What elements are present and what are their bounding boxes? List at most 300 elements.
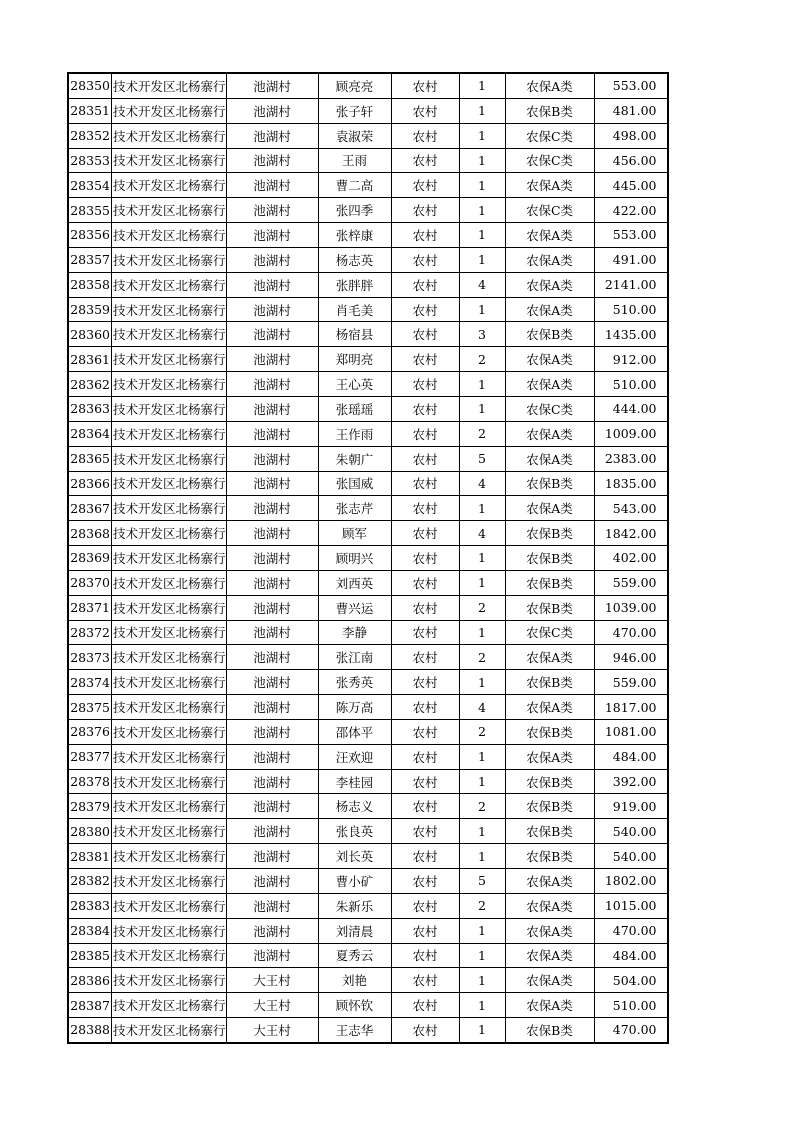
table-row <box>68 421 668 446</box>
row-number-cell: 28381 <box>68 844 112 869</box>
name-cell: 顾军 <box>318 521 391 546</box>
family-size-cell: 1 <box>459 73 505 98</box>
row-number-cell: 28372 <box>68 620 112 645</box>
amount-cell: 470.00 <box>594 918 668 943</box>
family-size-cell: 4 <box>459 521 505 546</box>
insurance-class-cell: 农保C类 <box>505 148 594 173</box>
household-type-cell: 农村 <box>391 869 459 894</box>
village-cell: 池湖村 <box>226 297 318 322</box>
district-cell: 技术开发区北杨寨行 <box>112 272 227 297</box>
table-row <box>68 893 668 918</box>
roster-table-body <box>68 73 668 1043</box>
table-row <box>68 372 668 397</box>
roster-table <box>67 72 669 1044</box>
name-cell: 王作雨 <box>318 421 391 446</box>
village-cell: 池湖村 <box>226 769 318 794</box>
insurance-class-cell: 农保A类 <box>505 695 594 720</box>
district-cell: 技术开发区北杨寨行 <box>112 670 227 695</box>
village-cell: 池湖村 <box>226 570 318 595</box>
row-number-cell: 28382 <box>68 869 112 894</box>
insurance-class-cell: 农保B类 <box>505 1018 594 1043</box>
village-cell: 池湖村 <box>226 645 318 670</box>
row-number-cell: 28378 <box>68 769 112 794</box>
table-row <box>68 844 668 869</box>
household-type-cell: 农村 <box>391 347 459 372</box>
name-cell: 李静 <box>318 620 391 645</box>
amount-cell: 392.00 <box>594 769 668 794</box>
row-number-cell: 28369 <box>68 546 112 571</box>
household-type-cell: 农村 <box>391 148 459 173</box>
insurance-class-cell: 农保A类 <box>505 446 594 471</box>
district-cell: 技术开发区北杨寨行 <box>112 446 227 471</box>
insurance-class-cell: 农保C类 <box>505 620 594 645</box>
amount-cell: 559.00 <box>594 570 668 595</box>
family-size-cell: 1 <box>459 496 505 521</box>
village-cell: 池湖村 <box>226 98 318 123</box>
row-number-cell: 28358 <box>68 272 112 297</box>
family-size-cell: 1 <box>459 173 505 198</box>
amount-cell: 1009.00 <box>594 421 668 446</box>
district-cell: 技术开发区北杨寨行 <box>112 372 227 397</box>
name-cell: 王志华 <box>318 1018 391 1043</box>
name-cell: 曹二高 <box>318 173 391 198</box>
family-size-cell: 3 <box>459 322 505 347</box>
table-row <box>68 819 668 844</box>
family-size-cell: 1 <box>459 123 505 148</box>
district-cell: 技术开发区北杨寨行 <box>112 521 227 546</box>
amount-cell: 919.00 <box>594 794 668 819</box>
name-cell: 刘长英 <box>318 844 391 869</box>
insurance-class-cell: 农保A类 <box>505 73 594 98</box>
insurance-class-cell: 农保A类 <box>505 347 594 372</box>
amount-cell: 498.00 <box>594 123 668 148</box>
name-cell: 张子轩 <box>318 98 391 123</box>
village-cell: 池湖村 <box>226 893 318 918</box>
district-cell: 技术开发区北杨寨行 <box>112 893 227 918</box>
household-type-cell: 农村 <box>391 570 459 595</box>
table-row <box>68 1018 668 1043</box>
household-type-cell: 农村 <box>391 247 459 272</box>
family-size-cell: 1 <box>459 744 505 769</box>
village-cell: 池湖村 <box>226 372 318 397</box>
row-number-cell: 28361 <box>68 347 112 372</box>
row-number-cell: 28368 <box>68 521 112 546</box>
household-type-cell: 农村 <box>391 918 459 943</box>
table-row <box>68 322 668 347</box>
amount-cell: 445.00 <box>594 173 668 198</box>
row-number-cell: 28385 <box>68 943 112 968</box>
name-cell: 张志芹 <box>318 496 391 521</box>
name-cell: 杨志英 <box>318 247 391 272</box>
amount-cell: 1802.00 <box>594 869 668 894</box>
district-cell: 技术开发区北杨寨行 <box>112 347 227 372</box>
district-cell: 技术开发区北杨寨行 <box>112 695 227 720</box>
amount-cell: 2141.00 <box>594 272 668 297</box>
village-cell: 池湖村 <box>226 521 318 546</box>
table-row <box>68 471 668 496</box>
household-type-cell: 农村 <box>391 396 459 421</box>
amount-cell: 510.00 <box>594 372 668 397</box>
insurance-class-cell: 农保A类 <box>505 496 594 521</box>
household-type-cell: 农村 <box>391 198 459 223</box>
district-cell: 技术开发区北杨寨行 <box>112 297 227 322</box>
table-row <box>68 223 668 248</box>
household-type-cell: 农村 <box>391 372 459 397</box>
village-cell: 池湖村 <box>226 719 318 744</box>
name-cell: 刘艳 <box>318 968 391 993</box>
row-number-cell: 28387 <box>68 993 112 1018</box>
table-row <box>68 272 668 297</box>
family-size-cell: 1 <box>459 993 505 1018</box>
name-cell: 朱朝广 <box>318 446 391 471</box>
insurance-class-cell: 农保B类 <box>505 719 594 744</box>
insurance-class-cell: 农保A类 <box>505 645 594 670</box>
row-number-cell: 28376 <box>68 719 112 744</box>
district-cell: 技术开发区北杨寨行 <box>112 844 227 869</box>
row-number-cell: 28384 <box>68 918 112 943</box>
family-size-cell: 1 <box>459 297 505 322</box>
insurance-class-cell: 农保B类 <box>505 769 594 794</box>
family-size-cell: 1 <box>459 968 505 993</box>
amount-cell: 402.00 <box>594 546 668 571</box>
family-size-cell: 1 <box>459 620 505 645</box>
name-cell: 曹兴运 <box>318 595 391 620</box>
district-cell: 技术开发区北杨寨行 <box>112 198 227 223</box>
district-cell: 技术开发区北杨寨行 <box>112 173 227 198</box>
village-cell: 池湖村 <box>226 943 318 968</box>
amount-cell: 540.00 <box>594 819 668 844</box>
amount-cell: 1817.00 <box>594 695 668 720</box>
insurance-class-cell: 农保A类 <box>505 421 594 446</box>
amount-cell: 1081.00 <box>594 719 668 744</box>
district-cell: 技术开发区北杨寨行 <box>112 471 227 496</box>
insurance-class-cell: 农保B类 <box>505 819 594 844</box>
family-size-cell: 1 <box>459 1018 505 1043</box>
name-cell: 夏秀云 <box>318 943 391 968</box>
insurance-class-cell: 农保C类 <box>505 123 594 148</box>
household-type-cell: 农村 <box>391 272 459 297</box>
village-cell: 池湖村 <box>226 471 318 496</box>
amount-cell: 510.00 <box>594 993 668 1018</box>
table-row <box>68 297 668 322</box>
name-cell: 刘清晨 <box>318 918 391 943</box>
table-row <box>68 247 668 272</box>
village-cell: 池湖村 <box>226 595 318 620</box>
table-row <box>68 446 668 471</box>
household-type-cell: 农村 <box>391 73 459 98</box>
insurance-class-cell: 农保A类 <box>505 272 594 297</box>
table-row <box>68 396 668 421</box>
household-type-cell: 农村 <box>391 421 459 446</box>
district-cell: 技术开发区北杨寨行 <box>112 645 227 670</box>
family-size-cell: 1 <box>459 372 505 397</box>
table-row <box>68 98 668 123</box>
row-number-cell: 28350 <box>68 73 112 98</box>
district-cell: 技术开发区北杨寨行 <box>112 123 227 148</box>
table-row <box>68 869 668 894</box>
village-cell: 池湖村 <box>226 844 318 869</box>
amount-cell: 491.00 <box>594 247 668 272</box>
amount-cell: 470.00 <box>594 620 668 645</box>
name-cell: 汪欢迎 <box>318 744 391 769</box>
table-row <box>68 744 668 769</box>
insurance-class-cell: 农保A类 <box>505 993 594 1018</box>
village-cell: 池湖村 <box>226 247 318 272</box>
district-cell: 技术开发区北杨寨行 <box>112 570 227 595</box>
row-number-cell: 28371 <box>68 595 112 620</box>
household-type-cell: 农村 <box>391 819 459 844</box>
village-cell: 池湖村 <box>226 794 318 819</box>
amount-cell: 559.00 <box>594 670 668 695</box>
village-cell: 池湖村 <box>226 744 318 769</box>
amount-cell: 484.00 <box>594 744 668 769</box>
family-size-cell: 2 <box>459 794 505 819</box>
district-cell: 技术开发区北杨寨行 <box>112 943 227 968</box>
district-cell: 技术开发区北杨寨行 <box>112 993 227 1018</box>
village-cell: 池湖村 <box>226 223 318 248</box>
row-number-cell: 28363 <box>68 396 112 421</box>
row-number-cell: 28380 <box>68 819 112 844</box>
insurance-class-cell: 农保B类 <box>505 794 594 819</box>
village-cell: 大王村 <box>226 1018 318 1043</box>
row-number-cell: 28357 <box>68 247 112 272</box>
district-cell: 技术开发区北杨寨行 <box>112 496 227 521</box>
village-cell: 池湖村 <box>226 421 318 446</box>
family-size-cell: 1 <box>459 769 505 794</box>
name-cell: 邵体平 <box>318 719 391 744</box>
row-number-cell: 28375 <box>68 695 112 720</box>
table-row <box>68 719 668 744</box>
table-row <box>68 198 668 223</box>
name-cell: 张江南 <box>318 645 391 670</box>
name-cell: 杨志义 <box>318 794 391 819</box>
family-size-cell: 1 <box>459 670 505 695</box>
row-number-cell: 28366 <box>68 471 112 496</box>
village-cell: 池湖村 <box>226 819 318 844</box>
table-row <box>68 173 668 198</box>
row-number-cell: 28352 <box>68 123 112 148</box>
insurance-class-cell: 农保B类 <box>505 844 594 869</box>
row-number-cell: 28360 <box>68 322 112 347</box>
name-cell: 袁淑荣 <box>318 123 391 148</box>
name-cell: 顾怀钦 <box>318 993 391 1018</box>
table-row <box>68 769 668 794</box>
family-size-cell: 5 <box>459 446 505 471</box>
household-type-cell: 农村 <box>391 546 459 571</box>
household-type-cell: 农村 <box>391 123 459 148</box>
household-type-cell: 农村 <box>391 943 459 968</box>
row-number-cell: 28367 <box>68 496 112 521</box>
amount-cell: 481.00 <box>594 98 668 123</box>
insurance-class-cell: 农保B类 <box>505 670 594 695</box>
row-number-cell: 28383 <box>68 893 112 918</box>
insurance-class-cell: 农保B类 <box>505 546 594 571</box>
name-cell: 陈万高 <box>318 695 391 720</box>
household-type-cell: 农村 <box>391 744 459 769</box>
insurance-class-cell: 农保A类 <box>505 869 594 894</box>
district-cell: 技术开发区北杨寨行 <box>112 719 227 744</box>
village-cell: 池湖村 <box>226 918 318 943</box>
village-cell: 池湖村 <box>226 670 318 695</box>
name-cell: 刘西英 <box>318 570 391 595</box>
amount-cell: 543.00 <box>594 496 668 521</box>
insurance-class-cell: 农保A类 <box>505 943 594 968</box>
district-cell: 技术开发区北杨寨行 <box>112 223 227 248</box>
household-type-cell: 农村 <box>391 645 459 670</box>
insurance-class-cell: 农保A类 <box>505 918 594 943</box>
district-cell: 技术开发区北杨寨行 <box>112 620 227 645</box>
family-size-cell: 1 <box>459 570 505 595</box>
row-number-cell: 28365 <box>68 446 112 471</box>
amount-cell: 456.00 <box>594 148 668 173</box>
family-size-cell: 1 <box>459 546 505 571</box>
name-cell: 张四季 <box>318 198 391 223</box>
name-cell: 李桂园 <box>318 769 391 794</box>
name-cell: 张梓康 <box>318 223 391 248</box>
district-cell: 技术开发区北杨寨行 <box>112 744 227 769</box>
household-type-cell: 农村 <box>391 173 459 198</box>
district-cell: 技术开发区北杨寨行 <box>112 968 227 993</box>
row-number-cell: 28379 <box>68 794 112 819</box>
family-size-cell: 1 <box>459 396 505 421</box>
household-type-cell: 农村 <box>391 297 459 322</box>
name-cell: 张国威 <box>318 471 391 496</box>
insurance-class-cell: 农保B类 <box>505 570 594 595</box>
insurance-class-cell: 农保B类 <box>505 322 594 347</box>
table-row <box>68 123 668 148</box>
family-size-cell: 2 <box>459 893 505 918</box>
district-cell: 技术开发区北杨寨行 <box>112 421 227 446</box>
family-size-cell: 1 <box>459 943 505 968</box>
family-size-cell: 1 <box>459 918 505 943</box>
family-size-cell: 1 <box>459 198 505 223</box>
district-cell: 技术开发区北杨寨行 <box>112 769 227 794</box>
table-row <box>68 968 668 993</box>
insurance-class-cell: 农保A类 <box>505 893 594 918</box>
district-cell: 技术开发区北杨寨行 <box>112 98 227 123</box>
insurance-class-cell: 农保A类 <box>505 744 594 769</box>
row-number-cell: 28353 <box>68 148 112 173</box>
household-type-cell: 农村 <box>391 521 459 546</box>
insurance-class-cell: 农保B类 <box>505 595 594 620</box>
family-size-cell: 2 <box>459 645 505 670</box>
insurance-class-cell: 农保A类 <box>505 223 594 248</box>
village-cell: 池湖村 <box>226 173 318 198</box>
insurance-class-cell: 农保A类 <box>505 372 594 397</box>
village-cell: 池湖村 <box>226 347 318 372</box>
household-type-cell: 农村 <box>391 993 459 1018</box>
district-cell: 技术开发区北杨寨行 <box>112 1018 227 1043</box>
village-cell: 池湖村 <box>226 695 318 720</box>
household-type-cell: 农村 <box>391 968 459 993</box>
amount-cell: 510.00 <box>594 297 668 322</box>
table-row <box>68 794 668 819</box>
name-cell: 顾亮亮 <box>318 73 391 98</box>
row-number-cell: 28388 <box>68 1018 112 1043</box>
table-row <box>68 546 668 571</box>
family-size-cell: 4 <box>459 471 505 496</box>
name-cell: 张良英 <box>318 819 391 844</box>
name-cell: 肖毛美 <box>318 297 391 322</box>
district-cell: 技术开发区北杨寨行 <box>112 595 227 620</box>
amount-cell: 1842.00 <box>594 521 668 546</box>
row-number-cell: 28351 <box>68 98 112 123</box>
row-number-cell: 28354 <box>68 173 112 198</box>
table-row <box>68 73 668 98</box>
village-cell: 池湖村 <box>226 123 318 148</box>
village-cell: 池湖村 <box>226 396 318 421</box>
family-size-cell: 2 <box>459 421 505 446</box>
table-row <box>68 570 668 595</box>
household-type-cell: 农村 <box>391 496 459 521</box>
household-type-cell: 农村 <box>391 620 459 645</box>
amount-cell: 912.00 <box>594 347 668 372</box>
district-cell: 技术开发区北杨寨行 <box>112 869 227 894</box>
household-type-cell: 农村 <box>391 794 459 819</box>
district-cell: 技术开发区北杨寨行 <box>112 322 227 347</box>
amount-cell: 1039.00 <box>594 595 668 620</box>
family-size-cell: 5 <box>459 869 505 894</box>
name-cell: 张胖胖 <box>318 272 391 297</box>
table-row <box>68 695 668 720</box>
amount-cell: 540.00 <box>594 844 668 869</box>
family-size-cell: 1 <box>459 247 505 272</box>
household-type-cell: 农村 <box>391 719 459 744</box>
village-cell: 大王村 <box>226 968 318 993</box>
table-row <box>68 496 668 521</box>
insurance-class-cell: 农保C类 <box>505 198 594 223</box>
row-number-cell: 28364 <box>68 421 112 446</box>
household-type-cell: 农村 <box>391 670 459 695</box>
village-cell: 池湖村 <box>226 73 318 98</box>
table-row <box>68 918 668 943</box>
district-cell: 技术开发区北杨寨行 <box>112 148 227 173</box>
family-size-cell: 1 <box>459 844 505 869</box>
row-number-cell: 28373 <box>68 645 112 670</box>
row-number-cell: 28377 <box>68 744 112 769</box>
name-cell: 朱新乐 <box>318 893 391 918</box>
row-number-cell: 28355 <box>68 198 112 223</box>
village-cell: 池湖村 <box>226 148 318 173</box>
table-row <box>68 148 668 173</box>
household-type-cell: 农村 <box>391 322 459 347</box>
row-number-cell: 28359 <box>68 297 112 322</box>
row-number-cell: 28356 <box>68 223 112 248</box>
household-type-cell: 农村 <box>391 446 459 471</box>
village-cell: 池湖村 <box>226 620 318 645</box>
table-row <box>68 645 668 670</box>
amount-cell: 1835.00 <box>594 471 668 496</box>
name-cell: 顾明兴 <box>318 546 391 571</box>
insurance-class-cell: 农保A类 <box>505 173 594 198</box>
village-cell: 池湖村 <box>226 446 318 471</box>
district-cell: 技术开发区北杨寨行 <box>112 73 227 98</box>
district-cell: 技术开发区北杨寨行 <box>112 819 227 844</box>
family-size-cell: 4 <box>459 272 505 297</box>
household-type-cell: 农村 <box>391 98 459 123</box>
village-cell: 池湖村 <box>226 546 318 571</box>
amount-cell: 444.00 <box>594 396 668 421</box>
table-row <box>68 993 668 1018</box>
table-row <box>68 521 668 546</box>
family-size-cell: 1 <box>459 819 505 844</box>
household-type-cell: 农村 <box>391 893 459 918</box>
insurance-class-cell: 农保A类 <box>505 968 594 993</box>
village-cell: 池湖村 <box>226 496 318 521</box>
amount-cell: 1015.00 <box>594 893 668 918</box>
table-row <box>68 620 668 645</box>
row-number-cell: 28370 <box>68 570 112 595</box>
